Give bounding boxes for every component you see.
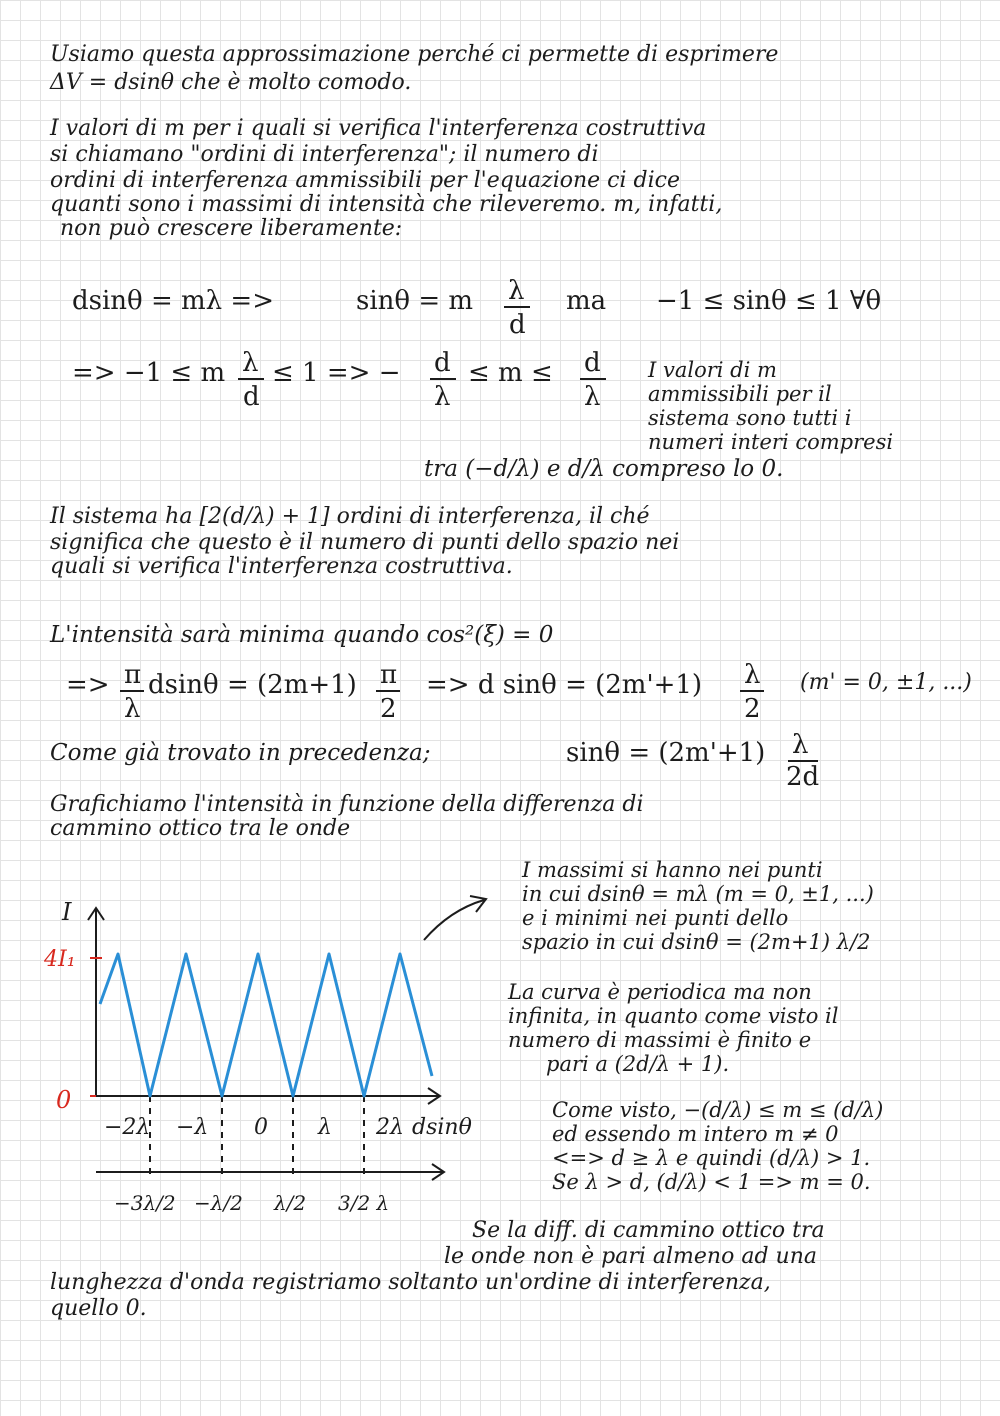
x-tick-2lambda: 2λ (376, 1115, 404, 1140)
graph-note1-line4: spazio in cui dsinθ = (2m+1) λ/2 (522, 930, 871, 954)
paragraph3-line1: Il sistema ha [2(d/λ) + 1] ordini di interferenza, il ché (50, 504, 650, 529)
eq1-frac-den: d (509, 310, 526, 340)
x-tick-lambda: λ (318, 1115, 332, 1140)
note-arrow (420, 888, 500, 948)
graph-note3-line3: <=> d ≥ λ e quindi (d/λ) > 1. (552, 1146, 871, 1170)
min-eq-c: => d sinθ = (2m'+1) (426, 670, 703, 700)
y-label: I (62, 898, 72, 926)
side-note-line1: I valori di m (648, 358, 777, 382)
as-found-frac-num: λ (792, 730, 809, 760)
graph-note1-line1: I massimi si hanno nei punti (522, 858, 823, 882)
as-found-frac-den: 2d (786, 762, 820, 792)
eq2-frac3-num: d (584, 348, 601, 378)
side-note-line4: numeri interi compresi (648, 430, 894, 454)
closing-line2: le onde non è pari almeno ad una (444, 1244, 817, 1269)
graph-note3-line1: Come visto, −(d/λ) ≤ m ≤ (d/λ) (552, 1098, 884, 1122)
paragraph1-line2: ΔV = dsinθ che è molto comodo. (50, 70, 412, 95)
eq1-right: −1 ≤ sinθ ≤ 1 ∀θ (656, 286, 882, 316)
paragraph2-line3: ordini di interferenza ammissibili per l'equazione ci dice (50, 168, 680, 193)
intensity-curve (100, 954, 432, 1096)
side-note-line2: ammissibili per il (648, 382, 832, 406)
origin-label: 0 (56, 1086, 72, 1114)
x-tick-zero: 0 (254, 1115, 268, 1140)
eq2-frac-num: λ (242, 348, 259, 378)
x2-tick-minus-3half: −3λ/2 (114, 1191, 176, 1215)
graph-note2-line4: pari a (2d/λ + 1). (546, 1052, 730, 1076)
min-eq-frac3-num: λ (744, 660, 761, 690)
y-max-label: 4I₁ (44, 947, 76, 972)
x-tick-minus-lambda: −λ (176, 1115, 209, 1140)
as-found-eq: sinθ = (2m'+1) (566, 738, 766, 768)
paragraph2-line2: si chiamano "ordini di interferenza"; il numero di (50, 142, 599, 167)
graph-note3-line4: Se λ > d, (d/λ) < 1 => m = 0. (552, 1170, 871, 1194)
eq1-ma: ma (566, 286, 607, 316)
closing-line4: quello 0. (50, 1296, 147, 1321)
closing-line1: Se la diff. di cammino ottico tra (472, 1218, 825, 1243)
graph-intro-line2: cammino ottico tra le onde (50, 816, 351, 841)
side-note-line3: sistema sono tutti i (648, 406, 852, 430)
min-eq-a: => (66, 670, 110, 700)
min-eq-frac2-line (376, 690, 400, 692)
min-eq-frac-num: π (124, 660, 142, 690)
min-eq-frac3-line (740, 690, 764, 692)
note-arrow-line (424, 900, 484, 940)
paragraph2-line5: non può crescere liberamente: (60, 216, 403, 241)
graph-intro-line1: Grafichiamo l'intensità in funzione della differenza di (50, 792, 644, 817)
as-found-text: Come già trovato in precedenza; (50, 740, 431, 766)
eq2-frac-den: d (243, 382, 260, 412)
min-eq-frac2-num: π (380, 660, 398, 690)
paragraph1-line1: Usiamo questa approssimazione perché ci permette di esprimere (50, 42, 779, 67)
eq2-a: => −1 ≤ m (72, 358, 226, 388)
eq1-left: dsinθ = mλ => (72, 286, 274, 316)
min-eq-frac-den: λ (124, 694, 141, 724)
eq2-frac-line (238, 378, 264, 380)
graph-note2-line2: infinita, in quanto come visto il (508, 1004, 839, 1028)
min-eq-frac2-den: 2 (380, 694, 397, 724)
graph-note2-line1: La curva è periodica ma non (508, 980, 812, 1004)
eq1-frac-num: λ (508, 276, 525, 306)
paragraph2-line4: quanti sono i massimi di intensità che rileveremo. m, infatti, (50, 192, 723, 217)
eq2-frac3-den: λ (584, 382, 601, 412)
eq1-frac-line (504, 306, 530, 308)
eq2-frac2-den: λ (434, 382, 451, 412)
eq2-frac2-line (430, 378, 456, 380)
graph-note3-line2: ed essendo m intero m ≠ 0 (552, 1122, 839, 1146)
eq2-frac3-line (580, 378, 606, 380)
paragraph3-line2: significa che questo è il numero di punti dello spazio nei (50, 530, 680, 555)
eq1-mid: sinθ = m (356, 286, 474, 316)
x2-tick-half: λ/2 (274, 1191, 307, 1215)
graph-note1-line2: in cui dsinθ = mλ (m = 0, ±1, ...) (522, 882, 874, 906)
x-axis-label: dsinθ (412, 1115, 472, 1140)
x2-tick-minus-half: −λ/2 (194, 1191, 243, 1215)
paragraph3-line3: quali si verifica l'interferenza costruttiva. (50, 554, 513, 579)
eq2-b: ≤ 1 => − (272, 358, 401, 388)
min-eq-d: (m' = 0, ±1, ...) (800, 670, 972, 695)
min-intensity-line: L'intensità sarà minima quando cos²(ξ) = 0 (50, 622, 554, 648)
closing-line3: lunghezza d'onda registriamo soltanto un'ordine di interferenza, (50, 1270, 771, 1295)
graph-note2-line3: numero di massimi è finito e (508, 1028, 812, 1052)
eq2-frac2-num: d (434, 348, 451, 378)
min-eq-frac-line (120, 690, 144, 692)
x-tick-minus-2lambda: −2λ (104, 1115, 151, 1140)
graph-note1-line3: e i minimi nei punti dello (522, 906, 789, 930)
min-eq-frac3-den: 2 (744, 694, 761, 724)
eq2-c: ≤ m ≤ (468, 358, 553, 388)
x2-tick-3half: 3/2 λ (338, 1191, 390, 1215)
min-eq-b: dsinθ = (2m+1) (148, 670, 357, 700)
paragraph2-line1: I valori di m per i quali si verifica l'interferenza costruttiva (50, 116, 707, 141)
side-note-last: tra (−d/λ) e d/λ compreso lo 0. (424, 456, 784, 482)
